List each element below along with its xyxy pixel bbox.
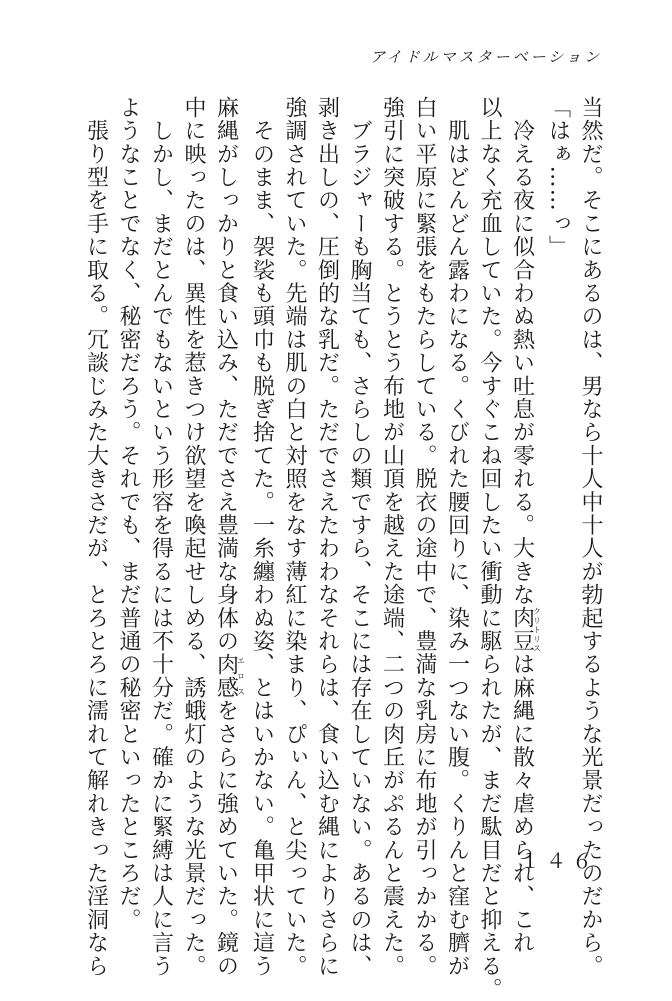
text-line-start: 冷える夜に似合わぬ熱い吐息が零れる。大きな [509,96,535,607]
text-line-end: は麻縄に散々虐められ、これ [509,652,535,955]
text-line-start: 麻縄がしっかりと食い込み、ただでさえ豊満な身体の [213,96,239,653]
text-line: 張り型を手に取る。冗談じみた大きさだが、とろとろに濡れて解れきった淫洞なら [83,96,109,978]
text-line: 強調されていた。先端は肌の白と対照をなす薄紅に染まり、ぴぃん、と尖っていた。 [282,96,307,978]
text-line: 強引に突破する。とうとう布地が山頂を越えた途端、二つの肉丘がぷるんと震えた。 [379,96,405,978]
text-line [209,96,246,978]
text-line: 以上なく充血していた。今すぐこね回したい衝動に駆られたが、まだ駄目だと抑える。 [477,96,502,1001]
ruby-word [213,652,246,700]
ruby-reading: エロス [236,652,246,700]
text-line: 中に映ったのは、異性を惹きつけ欲望を喚起せしめる、誘蛾灯のような光景だった。 [181,96,206,978]
running-title: アイドルマスターベーション [369,48,602,66]
ruby-word [509,606,542,653]
ruby-base: 肉感 [213,652,239,700]
text-line: しかし、まだとんでもないという形容を得るには不十分だ。確かに緊縛は人に言う [148,96,174,978]
ruby-reading: クリトリス [532,606,542,653]
text-line: そのまま、袈裟も頭巾も脱ぎ捨てた。一糸纏わぬ姿、とはいかない。亀甲状に這う [249,96,275,978]
text-line-end: をさらに強めていた。鏡の [213,699,239,978]
text-line: 剥き出しの、圧倒的な乳だ。ただでさえたわわなそれらは、食い込む縄によりさらに [314,96,340,978]
text-line: 「はぁ……っ」 [545,96,571,259]
page-number: １４６ [520,849,598,873]
text-line: 当然だ。そこにあるのは、男なら十人中十人が勃起するような光景だったのだから。 [578,96,603,978]
text-line: 肌はどんどん露わになる。くびれた腰回りに、染み一つない腹。くりんと窪む臍が [444,96,470,978]
text-line: ブラジャーも胸当ても、さらしの類ですら、そこには存在していない。あるのは、 [347,96,372,978]
text-line: 白い平原に緊張をもたらしている。脱衣の途中で、豊満な乳房に布地が引っかかる。 [412,96,437,978]
text-line: ようなことでなく、秘密だろう。それでも、まだ普通の秘密といったところだ。 [116,96,141,932]
ruby-base: 肉豆 [509,606,535,653]
text-line [505,96,542,955]
